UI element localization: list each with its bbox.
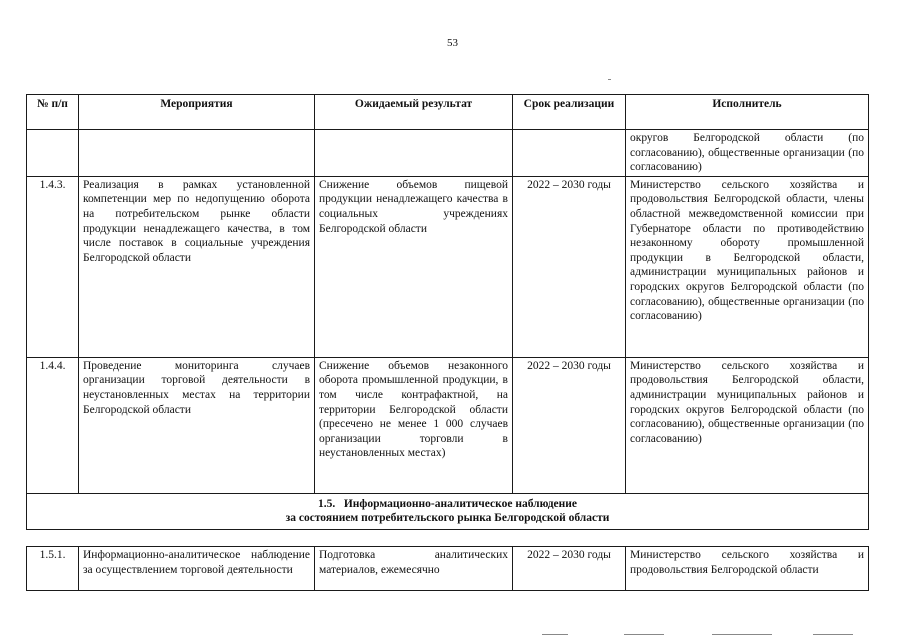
row-num [27, 130, 79, 177]
row-event: Информационно-аналитическое наблюдение за осуществлением торговой деятельности [79, 546, 315, 590]
scan-edge-mark [813, 634, 853, 635]
scan-dot [608, 79, 611, 80]
section-heading-line2: за состоянием потребительского рынка Белгородской области [285, 512, 610, 525]
table-row [27, 176, 869, 357]
row-executor: округов Белгородской области (по согласованию), общественные организации (по согласованию) [626, 130, 869, 177]
row-executor: Министерство сельского хозяйства и продовольствия Белгородской области, члены областной межведомственной комиссии при Губернаторе области по противодействию незаконному обороту промышленной продукции в Белгородской области, администрации муниципальных районов и городских округов Белгородской области (по согласованию), общественные организации (по согласованию) [626, 176, 869, 357]
table-row [27, 130, 869, 177]
row-result [315, 130, 513, 177]
row-term: 2022 – 2030 годы [513, 357, 626, 493]
page-number: 53 [447, 37, 458, 49]
row-event: Проведение мониторинга случаев организации торговой деятельности в неустановленных местах на территории Белгородской области [79, 357, 315, 493]
row-term: 2022 – 2030 годы [513, 546, 626, 590]
table-row [27, 357, 869, 493]
row-term [513, 130, 626, 177]
section-heading [27, 493, 869, 529]
measures-table [26, 94, 869, 591]
row-event [79, 130, 315, 177]
row-result: Снижение объемов пищевой продукции ненадлежащего качества в социальных учреждениях Белгородской области [315, 176, 513, 357]
row-num: 1.4.4. [27, 357, 79, 493]
row-term: 2022 – 2030 годы [513, 176, 626, 357]
row-executor: Министерство сельского хозяйства и продовольствия Белгородской области [626, 546, 869, 590]
row-num: 1.4.3. [27, 176, 79, 357]
row-num: 1.5.1. [27, 546, 79, 590]
scan-edge-mark [712, 634, 772, 635]
row-result: Подготовка аналитических материалов, ежемесячно [315, 546, 513, 590]
scan-edge-mark [624, 634, 664, 635]
header-executor: Исполнитель [626, 95, 869, 130]
spacer-cell [27, 529, 869, 546]
section-heading-line1: 1.5. Информационно-аналитическое наблюдение [317, 497, 578, 510]
table-spacer [27, 529, 869, 546]
header-num: № п/п [27, 95, 79, 130]
scan-edge-mark [542, 634, 568, 635]
header-term: Срок реализации [513, 95, 626, 130]
header-result: Ожидаемый результат [315, 95, 513, 130]
table-header-row [27, 95, 869, 130]
row-executor: Министерство сельского хозяйства и продовольствия Белгородской области, администрации муниципальных районов и городских округов Белгородской области (по согласованию), общественные организации (по согласованию) [626, 357, 869, 493]
row-result: Снижение объемов незаконного оборота промышленной продукции, в том числе контрафактной, на территории Белгородской области (пресечено не менее 1 000 случаев организации торговли в неустановленных местах) [315, 357, 513, 493]
section-heading-row [27, 493, 869, 529]
table-row [27, 546, 869, 590]
row-event: Реализация в рамках установленной компетенции мер по недопущению оборота на потребительском рынке области продукции ненадлежащего качества, в том числе поставок в социальные учреждения Белгородской области [79, 176, 315, 357]
header-event: Мероприятия [79, 95, 315, 130]
